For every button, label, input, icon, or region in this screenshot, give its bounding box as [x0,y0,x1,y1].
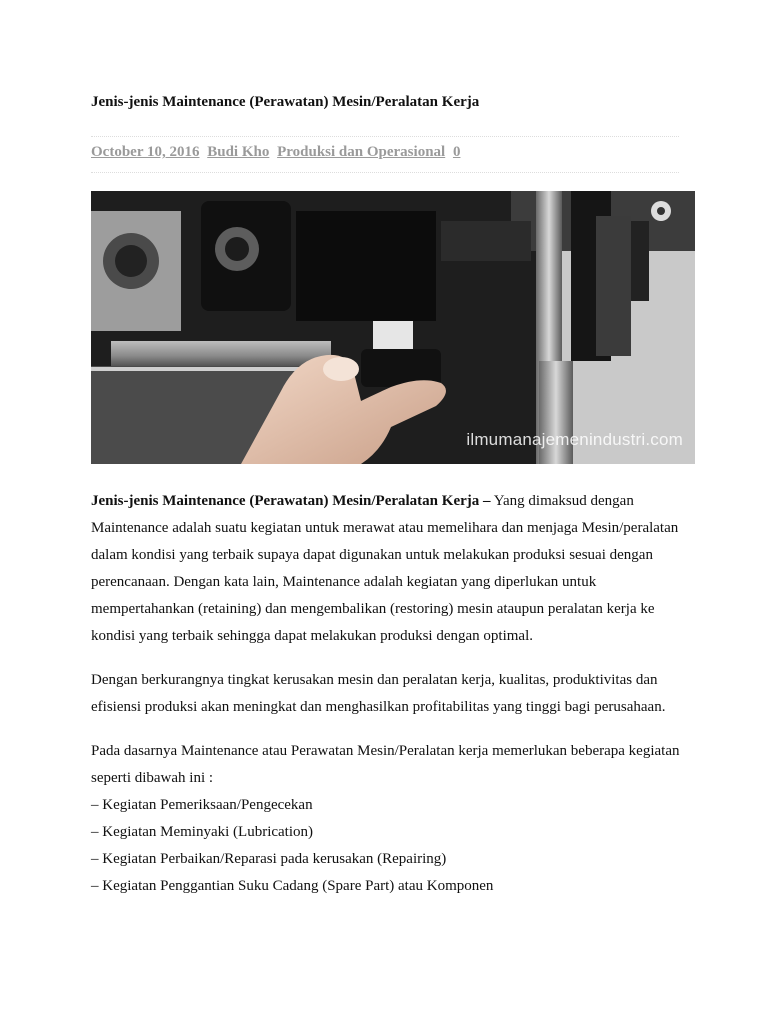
author-link[interactable]: Budi Kho [207,144,270,160]
article-body [91,488,691,900]
article-meta [91,142,464,162]
list-item: – Kegiatan Meminyaki (Lubrication) [91,824,314,840]
photo-watermark: ilmumanajemenindustri.com [466,430,683,449]
intro-bold-text: Jenis-jenis Maintenance (Perawatan) Mesin/Peralatan Kerja – [91,493,491,509]
divider-bottom [91,172,679,173]
date-link[interactable]: October 10, 2016 [91,144,200,160]
intro-paragraph [91,488,691,650]
paragraph-2: Dengan berkurangnya tingkat kerusakan mesin dan peralatan kerja, kualitas, produktivitas dan efisiensi produksi akan meningkat dan menghasilkan profitabilitas yang tinggi bagi perusahaan. [91,672,666,715]
article-title: Jenis-jenis Maintenance (Perawatan) Mesin/Peralatan Kerja [91,94,480,110]
list-item: – Kegiatan Perbaikan/Reparasi pada kerusakan (Repairing) [91,851,447,867]
intro-text: Yang dimaksud dengan Maintenance adalah suatu kegiatan untuk merawat atau memelihara dan menjaga Mesin/peralatan dalam kondisi yang terbaik supaya dapat digunakan untuk melakukan produksi sesuai dengan perencanaan. Dengan kata lain, Maintenance adalah kegiatan yang diperlukan untuk mempertahankan (retaining) dan mengembalikan (restoring) mesin ataupun peralatan kerja ke kondisi yang terbaik sehingga dapat melakukan produksi dengan optimal. [91,493,679,644]
divider-top [91,136,679,137]
list-item: – Kegiatan Penggantian Suku Cadang (Spare Part) atau Komponen [91,878,494,894]
article-photo [91,191,695,464]
paragraph-3-text: Pada dasarnya Maintenance atau Perawatan Mesin/Peralatan kerja memerlukan beberapa kegiatan seperti dibawah ini : [91,743,680,786]
category-link[interactable]: Produksi dan Operasional [277,144,446,160]
machine-photo-illustration [91,191,695,464]
list-item: – Kegiatan Pemeriksaan/Pengecekan [91,797,313,813]
paragraph-3 [91,738,691,900]
comments-link[interactable]: 0 [452,144,461,160]
